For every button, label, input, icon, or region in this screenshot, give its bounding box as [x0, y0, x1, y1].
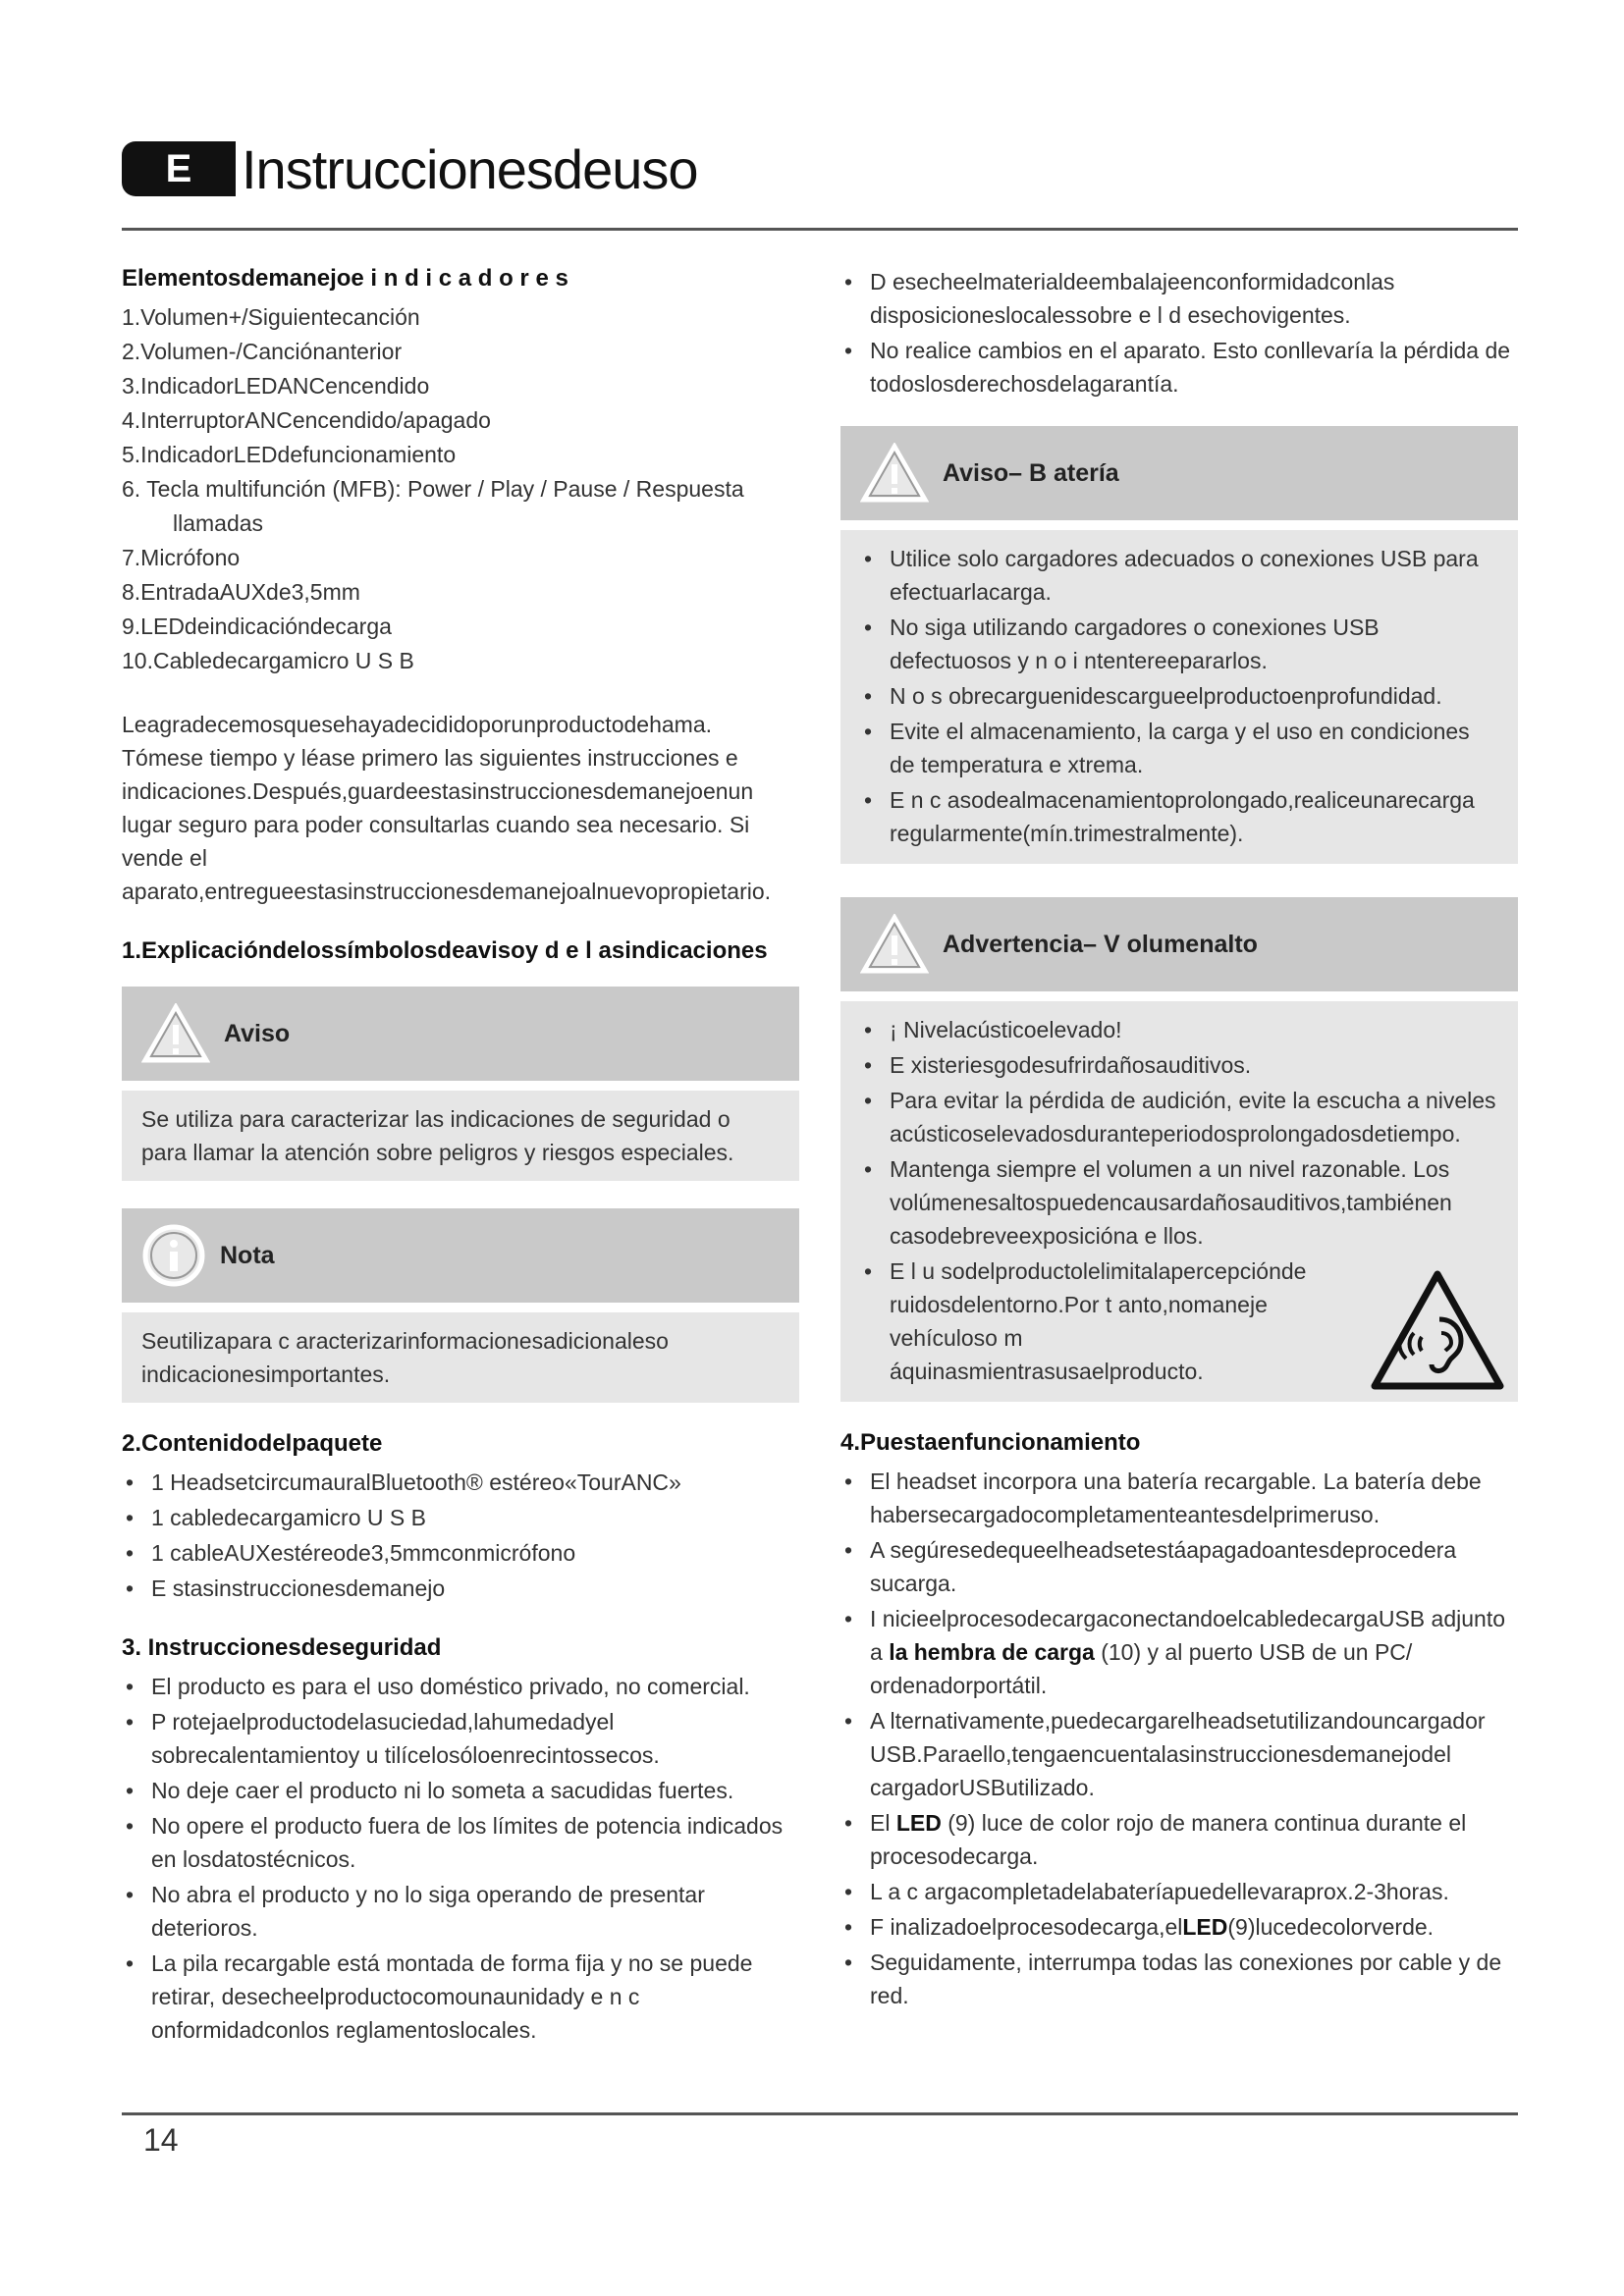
list-item: • El headset incorpora una batería recargable. La batería debe habersecargadocompletamenteantesdelprimeruso.: [840, 1465, 1518, 1531]
right-column: [840, 265, 1518, 2042]
aviso-body: [122, 1091, 799, 1181]
list-item: • 1 cableAUXestéreode3,5mmconmicrófono: [122, 1536, 799, 1570]
nota-body: [122, 1312, 799, 1403]
volume-header: [840, 897, 1518, 991]
controls-heading: Elementosdemanejoe i n d i c a d o r e s: [122, 265, 568, 292]
list-item: • 1 HeadsetcircumauralBluetooth® estéreo«TourANC»: [122, 1466, 799, 1499]
list-item: • A lternativamente,puedecargarelheadsetutilizandouncargador USB.Paraello,tengaencuentalasinstruccionesdemanejodel cargadorUSButilizado.: [840, 1704, 1518, 1804]
list-item: 10.Cabledecargamicro U S B: [122, 648, 414, 673]
list-item: • No abra el producto y no lo siga operando de presentar deterioros.: [122, 1878, 799, 1945]
list-item: 8.EntradaAUXde3,5mm: [122, 579, 360, 605]
warning-triangle-icon: [860, 914, 929, 975]
list-item: • 1 cabledecargamicro U S B: [122, 1501, 799, 1534]
nota-header: [122, 1208, 799, 1303]
intro-text: Tómese tiempo y léase primero las siguientes instrucciones e indicaciones.Después,guardeestasinstruccionesdemanejoenun lugar seguro para poder consultarlas cuando sea necesario. Si vende el aparato,entregueestasinstruccionesdemanejoalnuevopropietario.: [122, 745, 772, 904]
volume-box: [840, 897, 1518, 1402]
hearing-warning-icon: [1369, 1268, 1506, 1392]
list-item: • ¡ Nivelacústicoelevado!: [860, 1013, 1498, 1046]
list-item: • E stasinstruccionesdemanejo: [122, 1572, 799, 1605]
battery-box: [840, 426, 1518, 864]
header-divider: [122, 228, 1518, 231]
aviso-label: Aviso: [224, 1019, 291, 1047]
section3-heading: 3. Instruccionesdeseguridad: [122, 1634, 442, 1661]
list-item: • No siga utilizando cargadores o conexiones USB defectuosos y n o i ntentereepararlos.: [860, 611, 1498, 677]
list-item: • P rotejaelproductodelasuciedad,lahumedadyel sobrecalentamientoy u tilícelosóloenrecintossecos.: [122, 1705, 799, 1772]
section4-heading: 4.Puestaenfuncionamiento: [840, 1429, 1141, 1456]
battery-list: [860, 542, 1498, 850]
list-item: 7.Micrófono: [122, 545, 241, 570]
battery-label: Aviso– B atería: [943, 458, 1119, 487]
footer-divider: [122, 2112, 1518, 2115]
list-item: 6. Tecla multifunción (MFB): Power / Play / Pause / Respuesta llamadas: [122, 476, 744, 536]
list-item: • D esecheelmaterialdeembalajeenconformidadconlas disposicioneslocalessobre e l d esechovigentes.: [840, 265, 1518, 332]
safety-list: [122, 1670, 799, 2047]
warning-triangle-icon: [141, 1003, 210, 1064]
warning-triangle-icon: [860, 443, 929, 504]
list-item: • No opere el producto fuera de los límites de potencia indicados en losdatostécnicos.: [122, 1809, 799, 1876]
nota-text: Seutilizapara c aracterizarinformacionesadicionaleso indicacionesimportantes.: [141, 1328, 669, 1387]
list-item: 3.IndicadorLEDANCencendido: [122, 373, 430, 399]
list-item: • A segúresedequeelheadsetestáapagadoantesdeprocedera sucarga.: [840, 1533, 1518, 1600]
aviso-text: Se utiliza para caracterizar las indicaciones de seguridad o para llamar la atención sobre peligros y riesgos especiales.: [141, 1106, 734, 1165]
volume-label: Advertencia– V olumenalto: [943, 930, 1258, 958]
list-item: • F inalizadoelprocesodecarga,elLED(9)lucedecolorverde.: [840, 1910, 1518, 1944]
list-item: • La pila recargable está montada de forma fija y no se puede retirar, desecheelproductocomounaunidady e n c onformidadconlos reglamentoslocales.: [122, 1947, 799, 2047]
list-item: 2.Volumen-/Canciónanterior: [122, 339, 403, 364]
list-item: 5.IndicadorLEDdefuncionamiento: [122, 442, 457, 467]
battery-body: [840, 530, 1518, 864]
list-item: 1.Volumen+/Siguientecanción: [122, 304, 420, 330]
list-item: • Evite el almacenamiento, la carga y el uso en condiciones de temperatura e xtrema.: [860, 715, 1498, 781]
list-item: • No deje caer el producto ni lo someta a sacudidas fuertes.: [122, 1774, 799, 1807]
aviso-header: [122, 987, 799, 1081]
language-badge: E: [122, 141, 236, 196]
list-item: • I nicieelprocesodecargaconectandoelcabledecargaUSB adjunto a la hembra de carga (10) y al puerto USB de un PC/ ordenadorportátil.: [840, 1602, 1518, 1702]
left-column: [122, 265, 799, 2076]
list-item: 4.InterruptorANCencendido/apagado: [122, 407, 491, 433]
startup-list: [840, 1465, 1518, 2012]
page-header: [122, 139, 698, 198]
list-item: • El LED (9) luce de color rojo de manera continua durante el procesodecarga.: [840, 1806, 1518, 1873]
list-item: • Seguidamente, interrumpa todas las conexiones por cable y de red.: [840, 1946, 1518, 2012]
page-title: Instruccionesdeuso: [242, 137, 698, 200]
package-list: [122, 1466, 799, 1605]
page-number: 14: [143, 2122, 179, 2158]
nota-box: [122, 1208, 799, 1403]
list-item: • E xisteriesgodesufrirdañosauditivos.: [860, 1048, 1498, 1082]
list-item: • L a c argacompletadelabateríapuedellevaraprox.2-3horas.: [840, 1875, 1518, 1908]
list-item: • Para evitar la pérdida de audición, evite la escucha a niveles acústicoselevadosduranteperiodosprolongadosdetiempo.: [860, 1084, 1498, 1150]
info-icon: [141, 1223, 206, 1288]
intro-thanks: Leagradecemosquesehayadecididoporunproductodehama.: [122, 712, 712, 737]
volume-body: [840, 1001, 1518, 1402]
nota-label: Nota: [220, 1241, 275, 1269]
list-item: • N o s obrecarguenidescargueelproductoenprofundidad.: [860, 679, 1498, 713]
list-item: 9.LEDdeindicacióndecarga: [122, 614, 392, 639]
list-item: • El producto es para el uso doméstico privado, no comercial.: [122, 1670, 799, 1703]
battery-header: [840, 426, 1518, 520]
controls-list: [122, 300, 799, 678]
section2-heading: 2.Contenidodelpaquete: [122, 1430, 383, 1457]
list-item: • E n c asodealmacenamientoprolongado,realiceunarecarga regularmente(mín.trimestralmente).: [860, 783, 1498, 850]
list-item: • Utilice solo cargadores adecuados o conexiones USB para efectuarlacarga.: [860, 542, 1498, 609]
list-item: • Mantenga siempre el volumen a un nivel razonable. Los volúmenesaltospuedencausardañosauditivos,tambiénen casodebreveexposicióna e llos.: [860, 1152, 1498, 1253]
safety-list-continued: [840, 265, 1518, 400]
list-item: • No realice cambios en el aparato. Esto conllevaría la pérdida de todoslosderechosdelagarantía.: [840, 334, 1518, 400]
section1-heading: 1.Explicacióndelossímbolosdeavisoy d e l asindicaciones: [122, 937, 768, 964]
list-item: • E l u sodelproductolelimitalapercepciónde ruidosdelentorno.Por t anto,nomaneje vehículoso m áquinasmientrasusaelproducto.: [860, 1255, 1498, 1388]
aviso-box: [122, 987, 799, 1181]
